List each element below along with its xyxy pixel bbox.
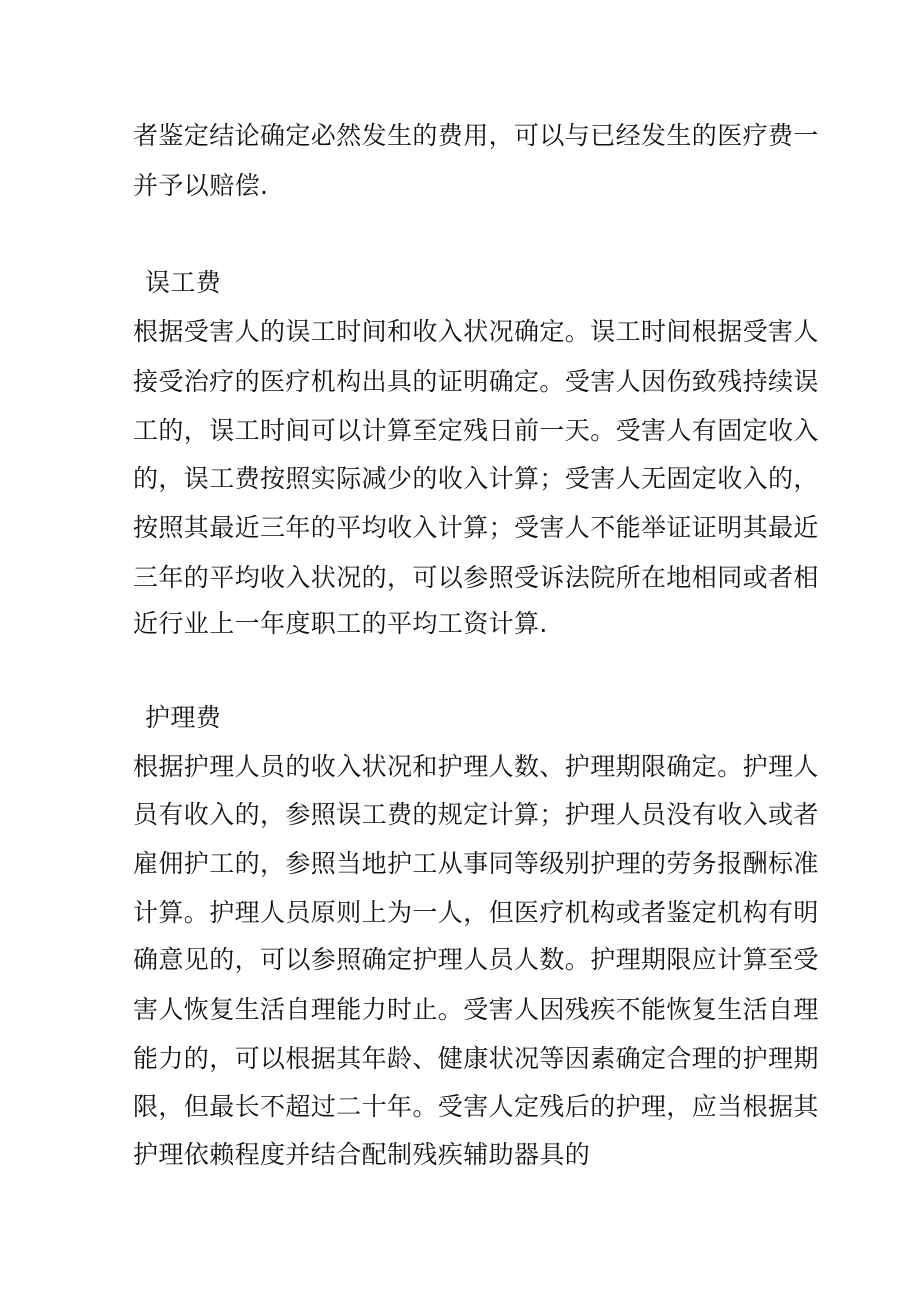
paragraph-line: 雇佣护工的，参照当地护工从事同等级别护理的劳务报酬标准: [133, 849, 819, 878]
paragraph-line: 工的，误工时间可以计算至定残日前一天。受害人有固定收入: [133, 416, 819, 445]
paragraph-line: 近行业上一年度职工的平均工资计算.: [133, 609, 548, 638]
paragraph-line: 根据受害人的误工时间和收入状况确定。误工时间根据受害人: [133, 317, 819, 346]
paragraph-line: 按照其最近三年的平均收入计算；受害人不能举证证明其最近: [133, 513, 819, 542]
paragraph-line: 确意见的，可以参照确定护理人员人数。护理期限应计算至受: [133, 945, 819, 974]
paragraph-line: 的，误工费按照实际减少的收入计算；受害人无固定收入的，: [133, 464, 819, 493]
paragraph-line: 能力的，可以根据其年龄、健康状况等因素确定合理的护理期: [133, 1044, 819, 1073]
paragraph-line: 护理依赖程度并结合配制残疾辅助器具的: [133, 1140, 591, 1169]
paragraph-line: 害人恢复生活自理能力时止。受害人因残疾不能恢复生活自理: [133, 995, 819, 1024]
paragraph-line: 接受治疗的医疗机构出具的证明确定。受害人因伤致残持续误: [133, 367, 819, 396]
paragraph-line: 限，但最长不超过二十年。受害人定残后的护理，应当根据其: [133, 1092, 819, 1121]
paragraph-line: 计算。护理人员原则上为一人，但医疗机构或者鉴定机构有明: [133, 898, 819, 927]
paragraph-line: 三年的平均收入状况的，可以参照受诉法院所在地相同或者相: [133, 563, 819, 592]
paragraph-line: 员有收入的，参照误工费的规定计算；护理人员没有收入或者: [133, 800, 819, 829]
intro-line: 并予以赔偿.: [133, 171, 269, 200]
paragraph-line: 根据护理人员的收入状况和护理人数、护理期限确定。护理人: [133, 752, 819, 781]
section-heading-lost-wages: 误工费: [145, 268, 222, 297]
intro-line: 者鉴定结论确定必然发生的费用，可以与已经发生的医疗费一: [133, 121, 819, 150]
section-heading-nursing-fee: 护理费: [145, 703, 222, 732]
